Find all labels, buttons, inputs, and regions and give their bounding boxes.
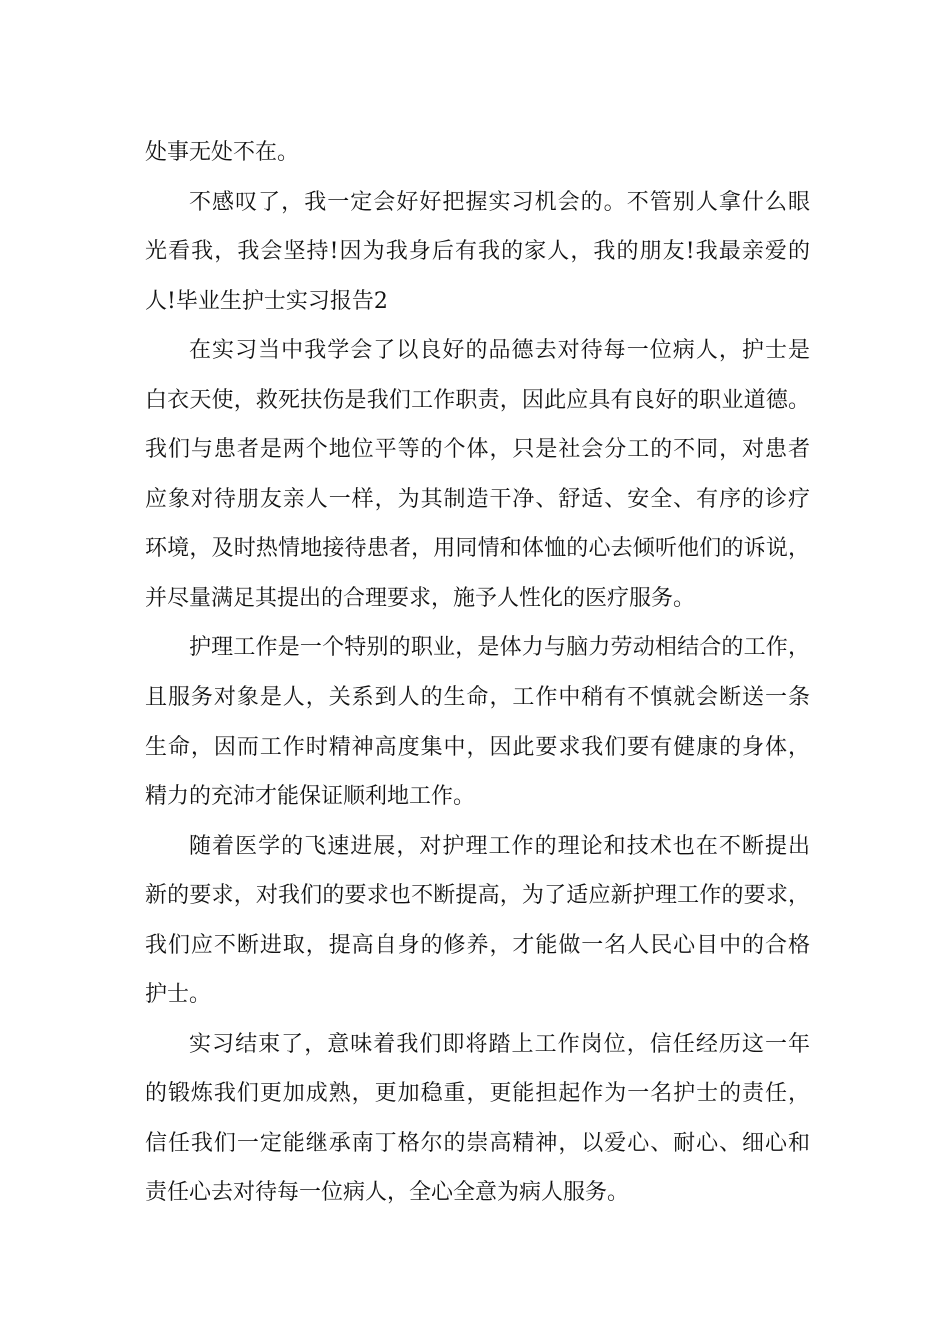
text-line: 护士。 bbox=[145, 982, 212, 1008]
text-line: 应象对待朋友亲人一样，为其制造干净、舒适、安全、有序的诊疗 bbox=[145, 486, 810, 512]
text-line: 在实习当中我学会了以良好的品德去对待每一位病人，护士是 bbox=[189, 338, 810, 364]
text-line: 我们应不断进取，提高自身的修养，才能做一名人民心目中的合格 bbox=[145, 932, 810, 958]
text-line: 并尽量满足其提出的合理要求，施予人性化的医疗服务。 bbox=[145, 585, 696, 611]
text-line: 信任我们一定能继承南丁格尔的崇高精神，以爱心、耐心、细心和 bbox=[145, 1130, 810, 1156]
text-line: 我们与患者是两个地位平等的个体，只是社会分工的不同，对患者 bbox=[145, 437, 810, 463]
text-line: 不感叹了，我一定会好好把握实习机会的。不管别人拿什么眼 bbox=[189, 189, 810, 215]
text-line: 生命，因而工作时精神高度集中，因此要求我们要有健康的身体， bbox=[145, 734, 810, 760]
text-line: 环境，及时热情地接待患者，用同情和体恤的心去倾听他们的诉说， bbox=[145, 536, 810, 562]
text-line: 人!毕业生护士实习报告2 bbox=[145, 288, 388, 314]
text-line: 护理工作是一个特别的职业，是体力与脑力劳动相结合的工作， bbox=[189, 635, 810, 661]
text-line: 且服务对象是人，关系到人的生命，工作中稍有不慎就会断送一条 bbox=[145, 685, 810, 711]
text-line: 责任心去对待每一位病人，全心全意为病人服务。 bbox=[145, 1180, 630, 1206]
text-line: 实习结束了，意味着我们即将踏上工作岗位，信任经历这一年 bbox=[189, 1031, 810, 1057]
text-line: 处事无处不在。 bbox=[145, 140, 300, 165]
text-line: 新的要求，对我们的要求也不断提高，为了适应新护理工作的要求， bbox=[145, 883, 810, 909]
text-line: 随着医学的飞速进展，对护理工作的理论和技术也在不断提出 bbox=[189, 833, 810, 859]
document-body bbox=[145, 128, 810, 1218]
text-line: 光看我，我会坚持!因为我身后有我的家人，我的朋友!我最亲爱的 bbox=[145, 239, 810, 265]
text-line: 白衣天使，救死扶伤是我们工作职责，因此应具有良好的职业道德。 bbox=[145, 387, 810, 413]
text-line: 精力的充沛才能保证顺利地工作。 bbox=[145, 784, 476, 810]
text-line: 的锻炼我们更加成熟，更加稳重，更能担起作为一名护士的责任， bbox=[145, 1081, 810, 1107]
